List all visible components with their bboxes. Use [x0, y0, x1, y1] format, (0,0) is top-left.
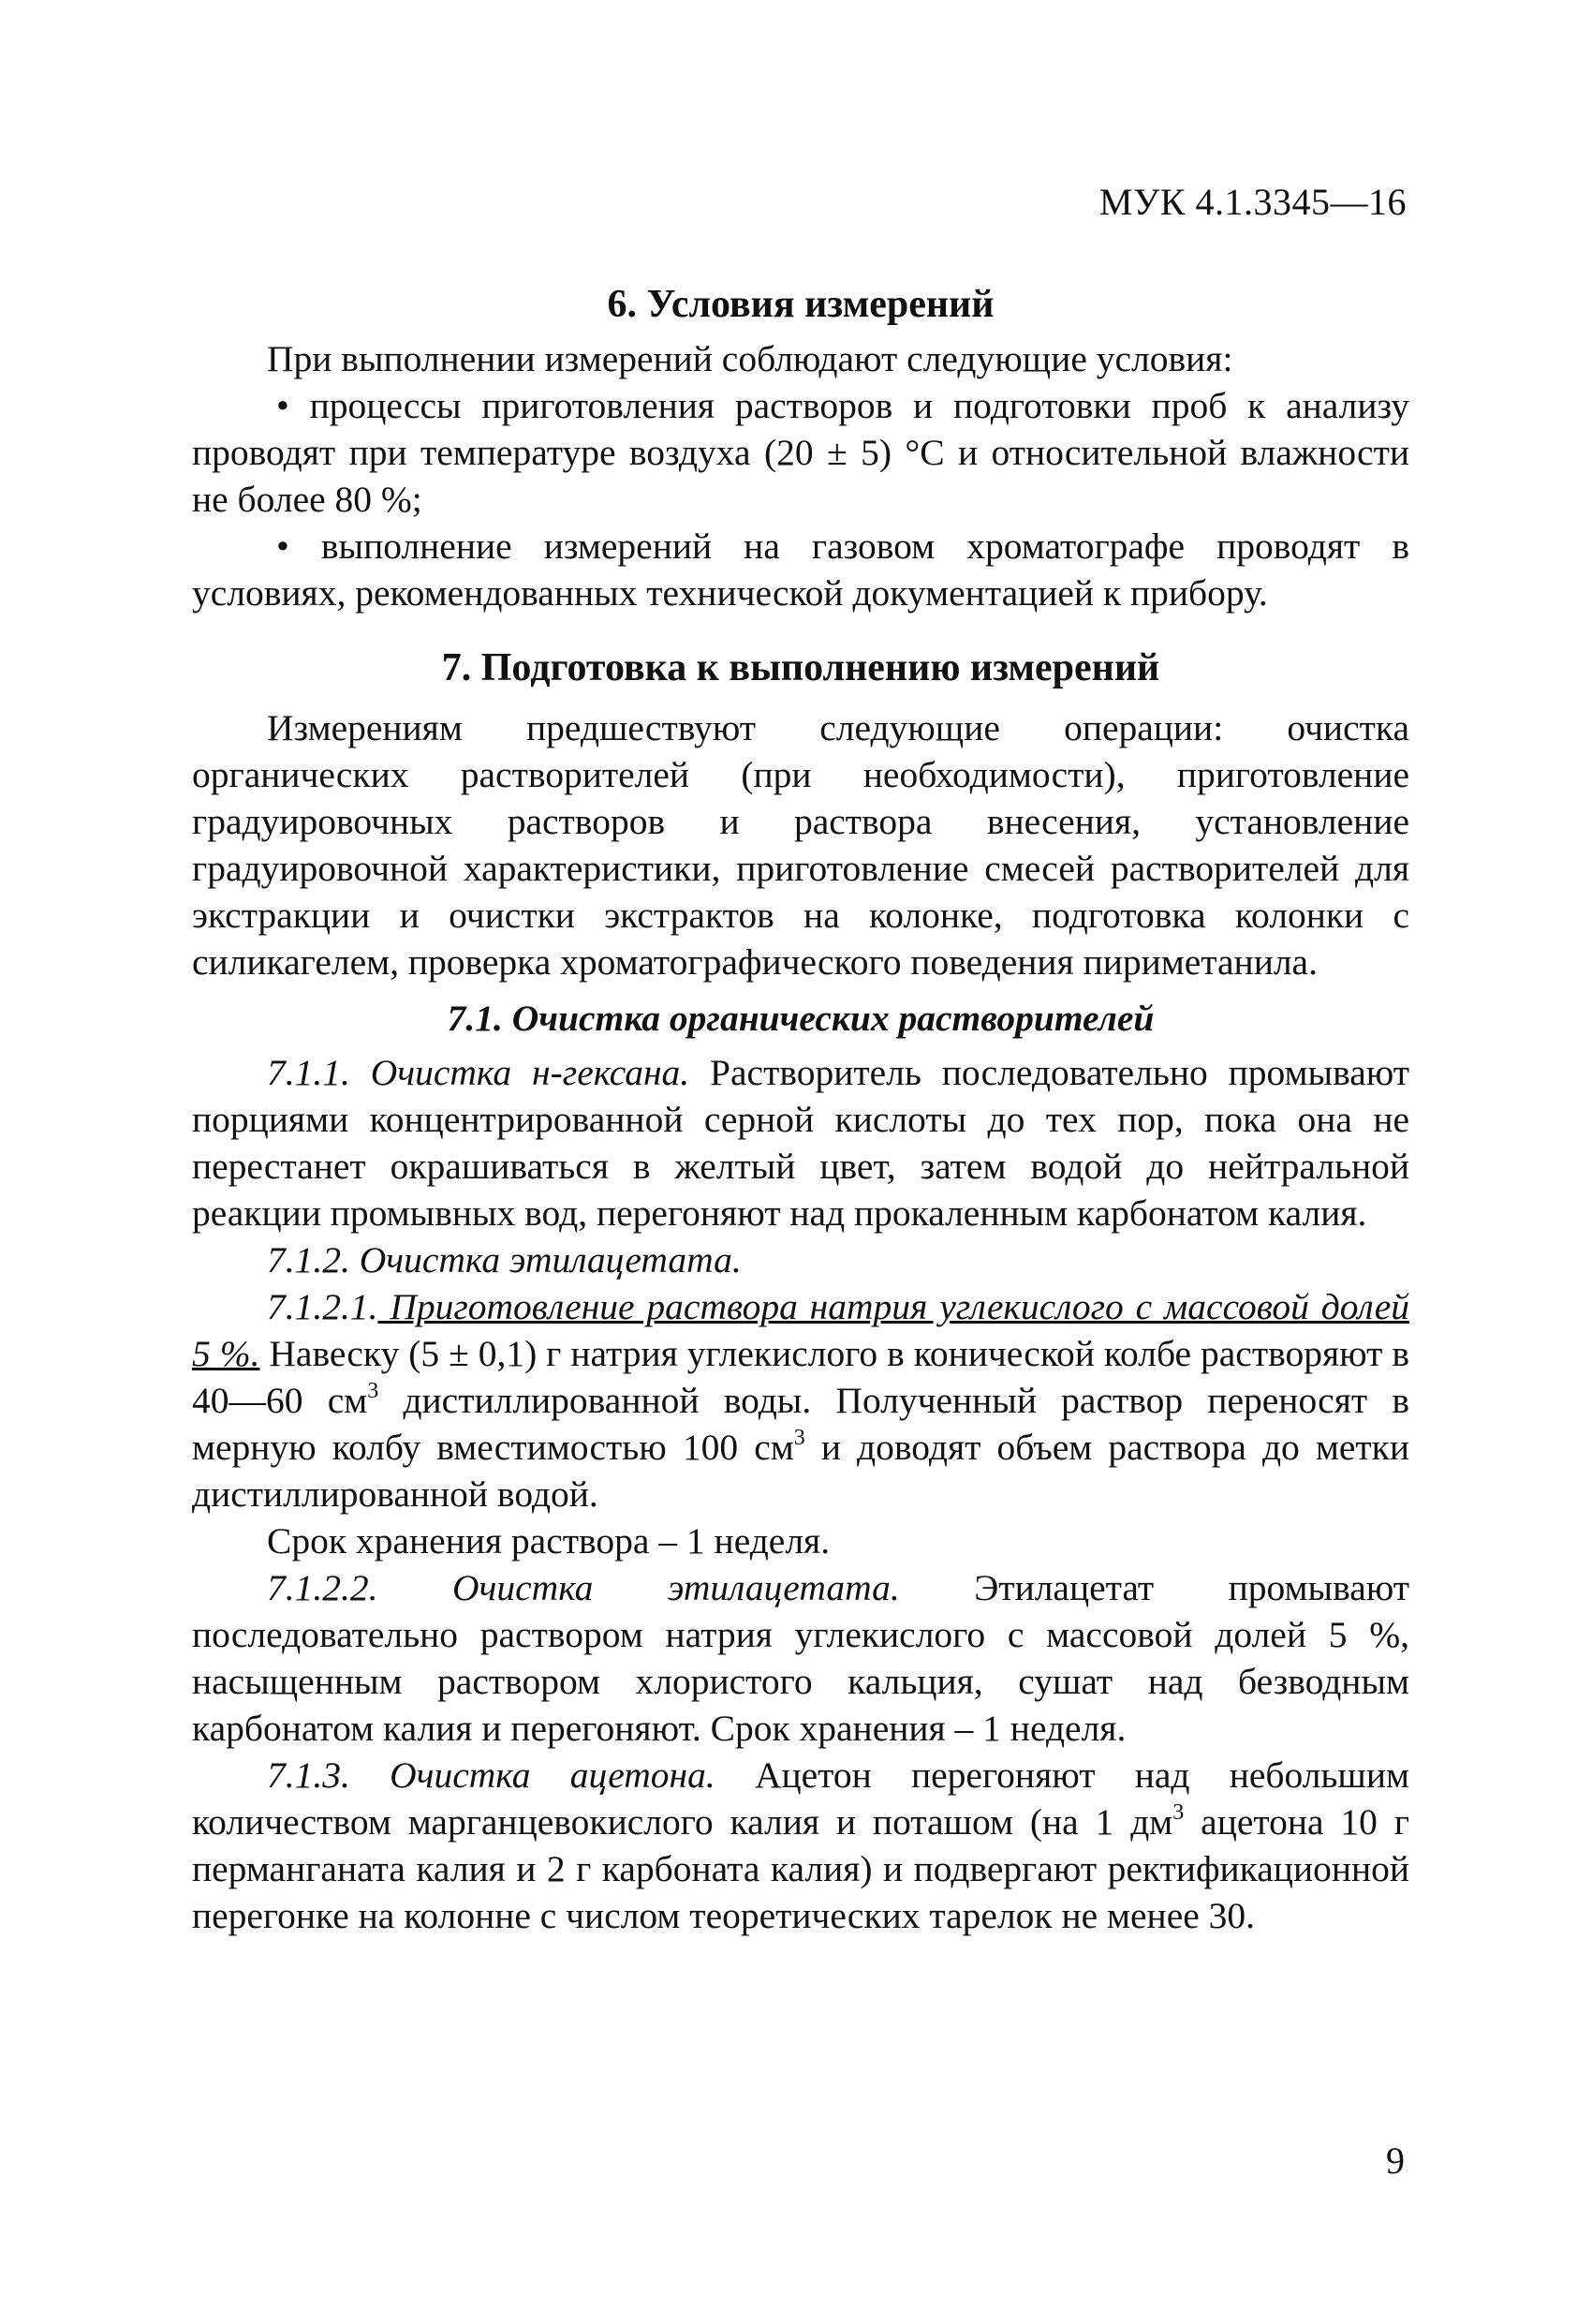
paragraph-7-1-2-2-lead: 7.1.2.2. Очистка этилацетата.: [267, 1567, 900, 1608]
subsection-7-1-title: 7.1. Очистка органических растворителей: [447, 998, 1155, 1039]
paragraph-7-1-2-1: [192, 1283, 1409, 1517]
section-6-bullet-2: • выполнение измерений на газовом хроматографе проводят в условиях, рекомендованных технической документацией к прибору.: [192, 525, 1409, 614]
paragraph-7-1-2-2: [192, 1564, 1409, 1752]
section-7-title: 7. Подготовка к выполнению измерений: [441, 646, 1160, 689]
superscript-cube: 3: [367, 1379, 379, 1403]
paragraph-7-1-2-1-text-1: Навеску (5 ± 0,1) г натрия углекислого в конической колбе растворяют в 40—60 см: [192, 1333, 1409, 1421]
paragraph-7-1-2-1-number: 7.1.2.1.: [267, 1286, 378, 1327]
paragraph-7-1-2-1-text-2: дистиллированной воды. Полученный раствор переносят в мерную колбу вместимостью 100 см: [192, 1380, 1409, 1468]
paragraph-7-1-2-lead: 7.1.2. Очистка этилацетата.: [267, 1239, 742, 1280]
paragraph-7-1-1-lead: 7.1.1. Очистка н-гексана.: [267, 1052, 690, 1093]
paragraph-7-1-1: [192, 1049, 1409, 1236]
paragraph-7-1-3: [192, 1752, 1409, 1939]
section-6-title: 6. Условия измерений: [607, 283, 995, 326]
paragraph-7-1-2: [192, 1236, 1409, 1283]
paragraph-7-1-3-lead: 7.1.3. Очистка ацетона.: [267, 1754, 715, 1796]
document-code: МУК 4.1.3345—16: [1098, 181, 1407, 223]
page-content: [192, 281, 1409, 1939]
paragraph-7-1-3-text-2: ацетона 10 г перманганата калия и 2 г карбоната калия) и подвергают ректификационной перегонке на колонне с числом теоретических тарелок не менее 30.: [192, 1801, 1409, 1936]
section-7-intro: Измерениям предшествуют следующие операции: очистка органических растворителей (при необходимости), приготовление градуировочных растворов и раствора внесения, установление градуировочной характеристики, приготовление смесей растворителей для экстракции и очистки экстрактов на колонке, подготовка колонки с силикагелем, проверка хроматографического поведения пириметанила.: [192, 707, 1409, 983]
paragraph-7-1-2-1-lead: Приготовление раствора натрия углекислого с массовой долей 5 %.: [192, 1286, 1409, 1374]
paragraph-7-1-1-text: Растворитель последовательно промывают порциями концентрированной серной кислоты до тех пор, пока она не перестанет окрашиваться в желтый цвет, затем водой до нейтральной реакции промывных вод, перегоняют над прокаленным карбонатом калия.: [192, 1052, 1409, 1234]
storage-note: Срок хранения раствора – 1 неделя.: [267, 1520, 831, 1562]
superscript-cube: 3: [1172, 1800, 1185, 1825]
superscript-cube: 3: [793, 1426, 805, 1450]
paragraph-7-1-3-text-1: Ацетон перегоняют над небольшим количеством марганцевокислого калия и поташом (на 1 дм: [192, 1754, 1409, 1843]
page-number: 9: [1386, 2139, 1405, 2182]
section-6-intro: При выполнении измерений соблюдают следующие условия:: [267, 338, 1233, 379]
section-6-bullet-1: • процессы приготовления растворов и подготовки проб к анализу проводят при температуре воздуха (20 ± 5) °С и относительной влажности не более 80 %;: [192, 385, 1409, 520]
paragraph-7-1-2-2-text: Этилацетат промывают последовательно раствором натрия углекислого с массовой долей 5 %, насыщенным раствором хлористого кальция, сушат над безводным карбонатом калия и перегоняют. Срок хранения – 1 неделя.: [192, 1567, 1409, 1749]
paragraph-7-1-2-1-text-3: и доводят объем раствора до метки дистиллированной водой.: [192, 1427, 1410, 1515]
